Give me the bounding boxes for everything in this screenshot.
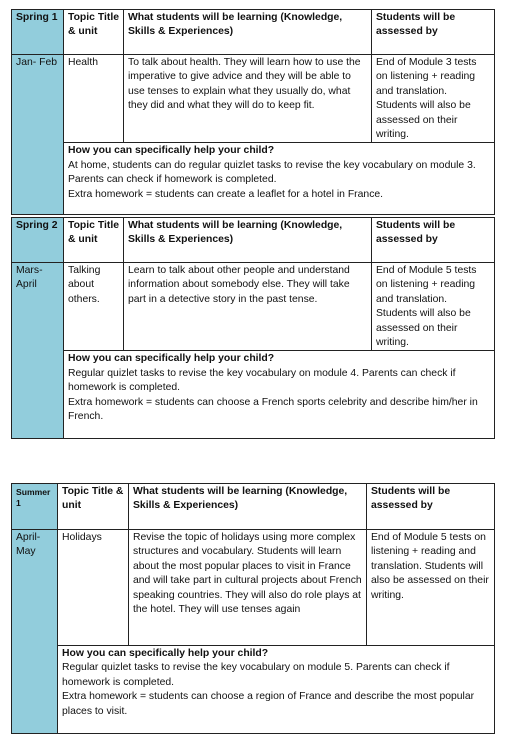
learning-cell: Learn to talk about other people and understand information about somebody else. They will take part in a detective story in the past tense. <box>124 263 372 351</box>
learning-header: What students will be learning (Knowledge, Skills & Experiences) <box>129 484 367 530</box>
assessed-header: Students will be assessed by <box>372 10 495 55</box>
help-cell <box>58 646 495 734</box>
help-cell <box>64 351 495 439</box>
curriculum-table-spring-1 <box>11 9 495 215</box>
help-cell <box>64 143 495 215</box>
topic-header: Topic Title & unit <box>64 218 124 263</box>
help-line: Regular quizlet tasks to revise the key vocabulary on module 5. Parents can check if homework is completed. <box>62 662 450 688</box>
help-line: Extra homework = students can create a leaflet for a hotel in France. <box>68 188 384 200</box>
curriculum-table-spring-2 <box>11 217 495 439</box>
help-line: Extra homework = students can choose a region of France and describe the most popular places to visit. <box>62 691 475 717</box>
topic-header: Topic Title & unit <box>58 484 129 530</box>
learning-cell: Revise the topic of holidays using more complex structures and vocabulary. Students will learn about the most popular places to visit in France and will take part in cultural projects about French speaking countries. They will also do role plays at the hotel. They will use tenses again <box>129 530 367 646</box>
period-cell: Jan- Feb <box>12 55 64 215</box>
assessed-header: Students will be assessed by <box>367 484 495 530</box>
topic-header: Topic Title & unit <box>64 10 124 55</box>
learning-header: What students will be learning (Knowledge, Skills & Experiences) <box>124 10 372 55</box>
learning-header: What students will be learning (Knowledge, Skills & Experiences) <box>124 218 372 263</box>
term-label: Spring 2 <box>12 218 64 263</box>
assessed-cell: End of Module 5 tests on listening + reading and translation. Students will also be assessed on their writing. <box>367 530 495 646</box>
help-question: How you can specifically help your child? <box>68 353 275 365</box>
help-line: Regular quizlet tasks to revise the key vocabulary on module 4. Parents can check if homework is completed. <box>68 367 456 394</box>
help-question: How you can specifically help your child? <box>68 145 275 157</box>
assessed-header: Students will be assessed by <box>372 218 495 263</box>
period-cell: April- May <box>12 530 58 734</box>
topic-cell: Talking about others. <box>64 263 124 351</box>
period-cell: Mars- April <box>12 263 64 439</box>
help-question: How you can specifically help your child? <box>62 648 269 659</box>
help-line: Extra homework = students can choose a French sports celebrity and describe him/her in French. <box>68 396 478 423</box>
help-line: At home, students can do regular quizlet tasks to revise the key vocabulary on module 3. Parents can check if homework is completed. <box>68 159 476 186</box>
curriculum-table-summer-1 <box>11 483 495 734</box>
assessed-cell: End of Module 5 tests on listening + reading and translation. Students will also be assessed on their writing. <box>372 263 495 351</box>
assessed-cell: End of Module 3 tests on listening + reading and translation. Students will also be assessed on their writing. <box>372 55 495 143</box>
learning-cell: To talk about health. They will learn how to use the imperative to give advice and they will be able to use tenses to explain what they usually do, what they did and what they will do to keep fit. <box>124 55 372 143</box>
term-label: Spring 1 <box>12 10 64 55</box>
topic-cell: Health <box>64 55 124 143</box>
topic-cell: Holidays <box>58 530 129 646</box>
term-label: Summer 1 <box>12 484 58 530</box>
